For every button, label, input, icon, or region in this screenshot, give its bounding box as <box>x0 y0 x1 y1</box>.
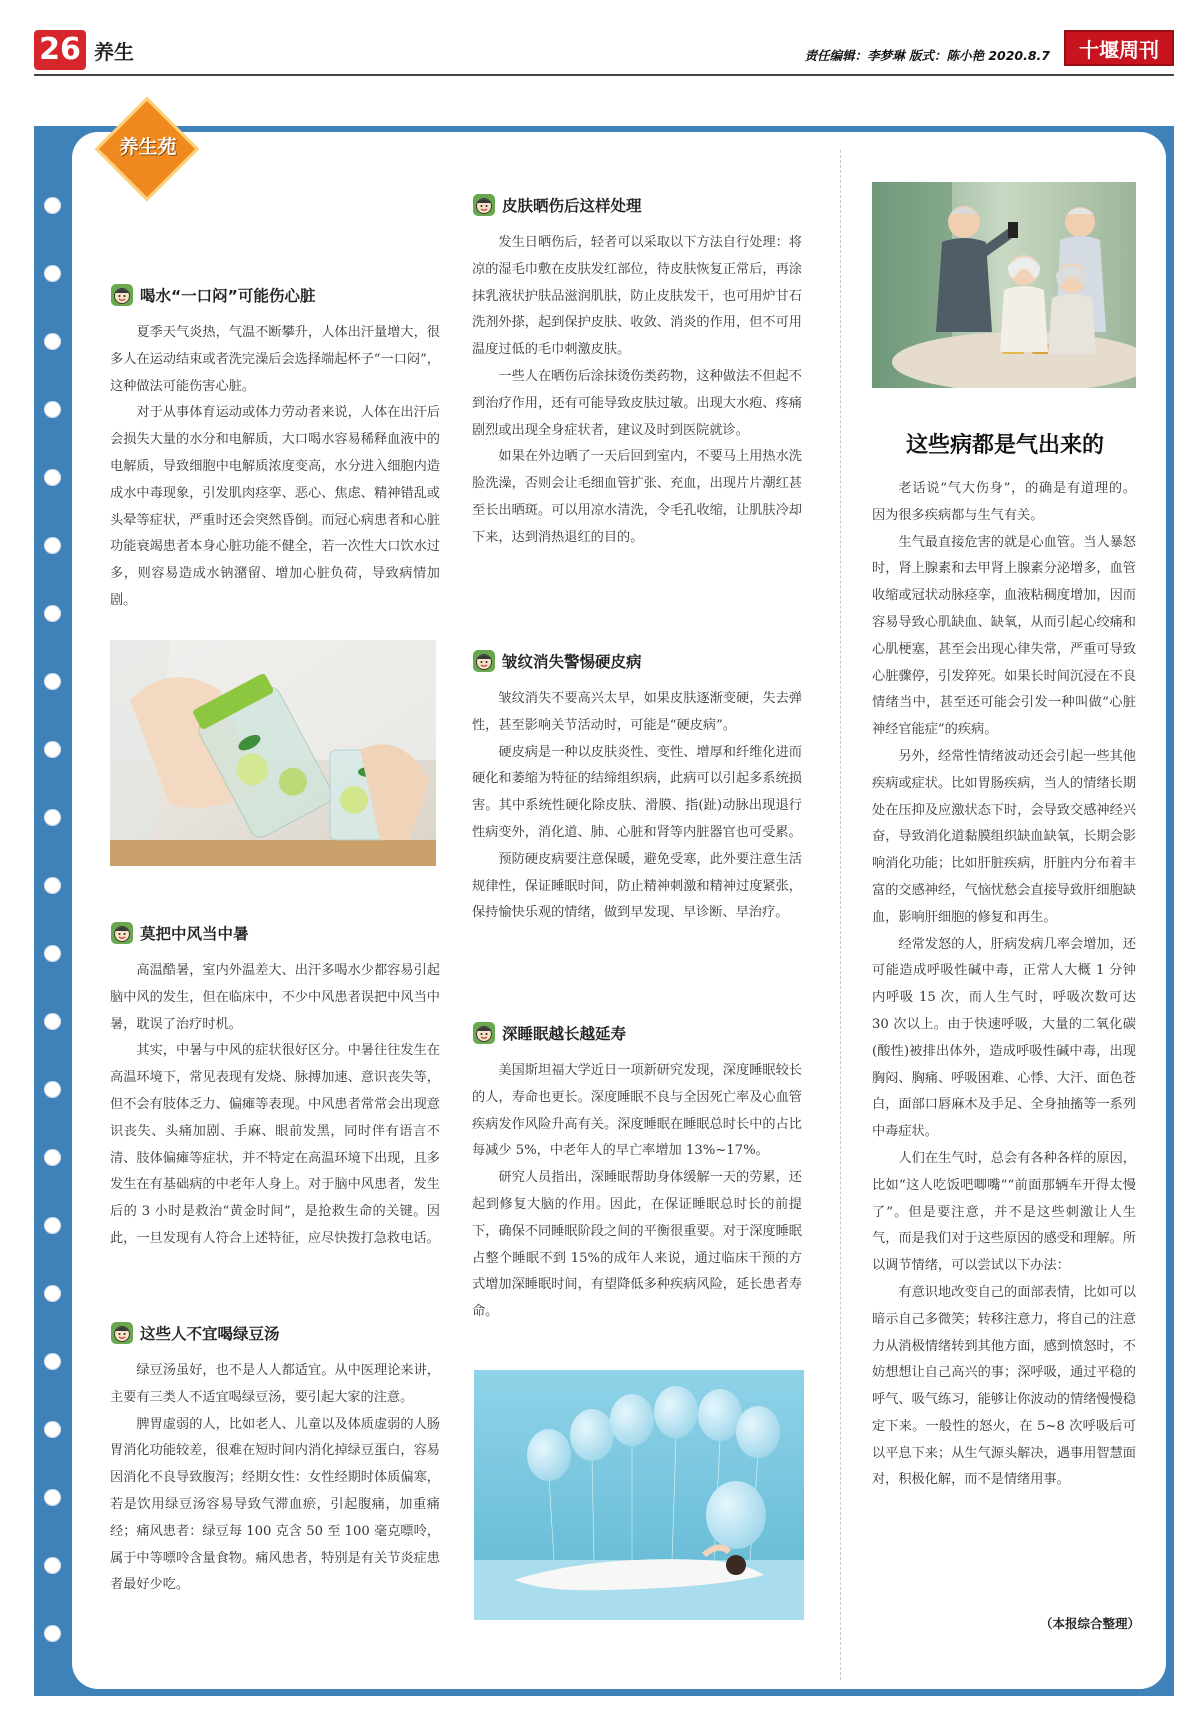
binder-hole <box>44 197 61 214</box>
article-byline: （本报综合整理） <box>1039 1616 1140 1631</box>
face-icon <box>472 649 496 673</box>
article-paragraph: 一些人在晒伤后涂抹烫伤类药物，这种做法不但起不到治疗作用，还有可能导致皮肤过敏。出现大水疱、疼痛剧烈或出现全身症状者，建议及时到医院就诊。 <box>472 368 802 438</box>
article-drinking-water <box>110 282 440 615</box>
binder-hole <box>44 809 61 826</box>
binder-hole <box>44 741 61 758</box>
binder-hole <box>44 1217 61 1234</box>
binder-hole <box>44 1149 61 1166</box>
binder-hole <box>44 1421 61 1438</box>
article-title-text: 喝水“一口闷”可能伤心脏 <box>140 287 316 305</box>
editor-credits: 责任编辑：李梦琳 版式：陈小艳 2020.8.7 <box>804 48 1050 63</box>
article-anger-illness <box>872 476 1136 1494</box>
binder-hole <box>44 877 61 894</box>
lemon-water-photo <box>110 640 436 866</box>
section-badge-label: 养生苑 <box>119 136 177 158</box>
face-icon <box>110 921 134 945</box>
article-paragraph: 硬皮病是一种以皮肤炎性、变性、增厚和纤维化进而硬化和萎缩为特征的结缔组织病，此病可以引起多系统损害。其中系统性硬化除皮肤、滑膜、指(趾)动脉出现退行性病变外，消化道、肺、心脏和肾等内脏器官也可受累。 <box>472 744 802 840</box>
article-deep-sleep <box>472 1020 802 1326</box>
article-paragraph: 皱纹消失不要高兴太早，如果皮肤逐渐变硬，失去弹性，甚至影响关节活动时，可能是“硬皮病”。 <box>472 691 802 733</box>
article-title <box>110 1320 440 1346</box>
binder-hole <box>44 401 61 418</box>
article-paragraph: 发生日晒伤后，轻者可以采取以下方法自行处理：将凉的湿毛巾敷在皮肤发红部位，待皮肤恢复正常后，再涂抹乳液状护肤品滋润肌肤，防止皮肤发干，也可用炉甘石洗剂外搽，起到保护皮肤、收敛、消炎的作用，但不可用温度过低的毛巾刺激皮肤。 <box>472 235 802 358</box>
binder-hole <box>44 1081 61 1098</box>
article-paragraph: 夏季天气炎热，气温不断攀升，人体出汗量增大，很多人在运动结束或者洗完澡后会选择端起杯子“一口闷”，这种做法可能伤害心脏。 <box>110 325 440 394</box>
article-title-text: 这些人不宜喝绿豆汤 <box>140 1325 280 1343</box>
article-paragraph: 经常发怒的人，肝病发病几率会增加，还可能造成呼吸性碱中毒，正常人大概 1 分钟内呼吸 15 次，而人生气时，呼吸次数可达 30 次以上。由于快速呼吸，大量的二氧化碳(酸性)被排出体外，造成呼吸性碱中毒，出现胸闷、胸痛、呼吸困难、心悸、大汗、面色苍白，面部口唇麻木及手足、全身抽搐等一系列中毒症状。 <box>872 936 1136 1140</box>
article-paragraph: 绿豆汤虽好，也不是人人都适宜。从中医理论来讲，主要有三类人不适宜喝绿豆汤，要引起大家的注意。 <box>110 1363 440 1405</box>
article-paragraph: 美国斯坦福大学近日一项新研究发现，深度睡眠较长的人，寿命也更长。深度睡眠不良与全因死亡率及心血管疾病发作风险升高有关。深度睡眠在睡眠总时长中的占比每减少 5%，中老年人的早亡率增加 13%~17%。 <box>472 1063 802 1159</box>
article-title <box>472 648 802 674</box>
binder-hole <box>44 537 61 554</box>
article-title-text: 皱纹消失警惕硬皮病 <box>502 653 642 671</box>
article-paragraph: 生气最直接危害的就是心血管。当人暴怒时，肾上腺素和去甲肾上腺素分泌增多，血管收缩或冠状动脉痉挛，血液粘稠度增加，因而容易导致心肌缺血、缺氧，从而引起心绞痛和心肌梗塞，甚至会出现心律失常，严重可导致心脏骤停，引发猝死。如果长时间沉浸在不良情绪当中，甚至还可能会引发一种叫做“心脏神经官能症”的疾病。 <box>872 534 1136 738</box>
face-icon <box>472 193 496 217</box>
article-paragraph: 预防硬皮病要注意保暖，避免受寒，此外要注意生活规律性，保证睡眠时间，防止精神刺激和精神过度紧张，保持愉快乐观的情绪，做到早发现、早诊断、早治疗。 <box>472 851 802 921</box>
article-paragraph: 高温酷暑，室内外温差大、出汗多喝水少都容易引起脑中风的发生，但在临床中，不少中风患者误把中风当中暑，耽误了治疗时机。 <box>110 963 440 1032</box>
binder-hole <box>44 945 61 962</box>
article-title <box>472 192 802 218</box>
article-scleroderma <box>472 648 802 927</box>
article-paragraph: 其实，中暑与中风的症状很好区分。中暑往往发生在高温环境下，常见表现有发烧、脉搏加速、意识丧失等，但不会有肢体乏力、偏瘫等表现。中风患者常常会出现意识丧失、头痛加剧、手麻、眼前发黑，同时伴有语言不清、肢体偏瘫等症状，并不特定在高温环境下出现，且多发生在有基础病的中老年人身上。对于脑中风患者，发生后的 3 小时是救治“黄金时间”，是抢救生命的关键。因此，一旦发现有人符合上述特征，应尽快拨打急救电话。 <box>110 1043 440 1246</box>
binder-hole <box>44 1625 61 1642</box>
masthead-logo: 十堰周刊 <box>1064 30 1174 66</box>
binder-hole <box>44 1489 61 1506</box>
header-rule <box>34 74 1174 76</box>
binder-hole <box>44 333 61 350</box>
article-title <box>110 282 440 308</box>
article-paragraph: 研究人员指出，深睡眠帮助身体缓解一天的劳累，还起到修复大脑的作用。因此，在保证睡眠总时长的前提下，确保不同睡眠阶段之间的平衡很重要。对于深度睡眠占整个睡眠不到 15%的成年人来说，通过临床干预的方式增加深睡眠时间，有望降低多种疾病风险，延长患者寿命。 <box>472 1170 802 1320</box>
balloons-sleep-photo <box>474 1370 804 1620</box>
elderly-friends-photo <box>872 182 1136 388</box>
article-stroke-heatstroke <box>110 920 440 1253</box>
face-icon <box>110 283 134 307</box>
binder-hole <box>44 265 61 282</box>
article-paragraph: 有意识地改变自己的面部表情，比如可以暗示自己多微笑；转移注意力，将自己的注意力从消极情绪转到其他方面，感到愤怒时，不妨想想让自己高兴的事；深呼吸，通过平稳的呼气、吸气练习，能够让你波动的情绪慢慢稳定下来。一般性的怒火，在 5~8 次呼吸后可以平息下来；从生气源头解决，遇事用智慧面对，积极化解，而不是情绪用事。 <box>872 1284 1136 1488</box>
article-title <box>110 920 440 946</box>
article-sunburn <box>472 192 802 552</box>
article-paragraph: 对于从事体育运动或体力劳动者来说，人体在出汗后会损失大量的水分和电解质，大口喝水容易稀释血液中的电解质，导致细胞中电解质浓度变高，水分进入细胞内造成水中毒现象，引发肌肉痉挛、恶心、焦虑、精神错乱或头晕等症状，严重时还会突然昏倒。而冠心病患者和心脏功能衰竭患者本身心脏功能不健全，若一次性大口饮水过多，则容易造成水钠潴留、增加心脏负荷，导致病情加剧。 <box>110 405 440 608</box>
binder-hole <box>44 1013 61 1030</box>
binder-hole <box>44 469 61 486</box>
face-icon <box>472 1021 496 1045</box>
article-paragraph: 老话说“气大伤身”，的确是有道理的。因为很多疾病都与生气有关。 <box>872 481 1136 523</box>
face-icon <box>110 1321 134 1345</box>
article-paragraph: 人们在生气时，总会有各种各样的原因，比如“这人吃饭吧唧嘴”“前面那辆车开得太慢了”。但是要注意，并不是这些刺激让人生气，而是我们对于这些原因的感受和理解。所以调节情绪，可以尝试以下办法： <box>872 1150 1136 1274</box>
article-paragraph: 脾胃虚弱的人，比如老人、儿童以及体质虚弱的人肠胃消化功能较差，很难在短时间内消化掉绿豆蛋白，容易因消化不良导致腹泻；经期女性：女性经期时体质偏寒，若是饮用绿豆汤容易导致气滞血瘀，引起腹痛，加重痛经；痛风患者：绿豆每 100 克含 50 至 100 毫克嘌呤，属于中等嘌呤含量食物。痛风患者，特别是有关节炎症患者最好少吃。 <box>110 1416 440 1593</box>
page-number: 26 <box>34 30 86 70</box>
article-title <box>472 1020 802 1046</box>
binder-hole <box>44 1285 61 1302</box>
article-paragraph: 如果在外边晒了一天后回到室内，不要马上用热水洗脸洗澡，否则会让毛细血管扩张、充血，出现片片潮红甚至长出晒斑。可以用凉水清洗，令毛孔收缩，让肌肤冷却下来，达到消热退红的目的。 <box>472 449 802 545</box>
page-header <box>34 26 1174 76</box>
section-name: 养生 <box>94 40 134 64</box>
article-paragraph: 另外，经常性情绪波动还会引起一些其他疾病或症状。比如胃肠疾病，当人的情绪长期处在压抑及应激状态下时，会导致交感神经兴奋，导致消化道黏膜组织缺血缺氧，长期会影响消化功能；比如肝脏疾病，肝脏内分布着丰富的交感神经，气恼忧愁会直接导致肝细胞缺血，影响肝细胞的修复和再生。 <box>872 748 1136 925</box>
feature-article-title: 这些病都是气出来的 <box>905 432 1104 458</box>
binder-hole <box>44 673 61 690</box>
article-mung-bean-soup <box>110 1320 440 1599</box>
article-title-text: 莫把中风当中暑 <box>140 925 249 943</box>
article-title-text: 深睡眠越长越延寿 <box>502 1025 627 1043</box>
binder-hole <box>44 1353 61 1370</box>
binder-hole <box>44 1557 61 1574</box>
column-divider <box>840 150 841 1680</box>
article-title-text: 皮肤晒伤后这样处理 <box>502 197 642 215</box>
binder-hole <box>44 605 61 622</box>
